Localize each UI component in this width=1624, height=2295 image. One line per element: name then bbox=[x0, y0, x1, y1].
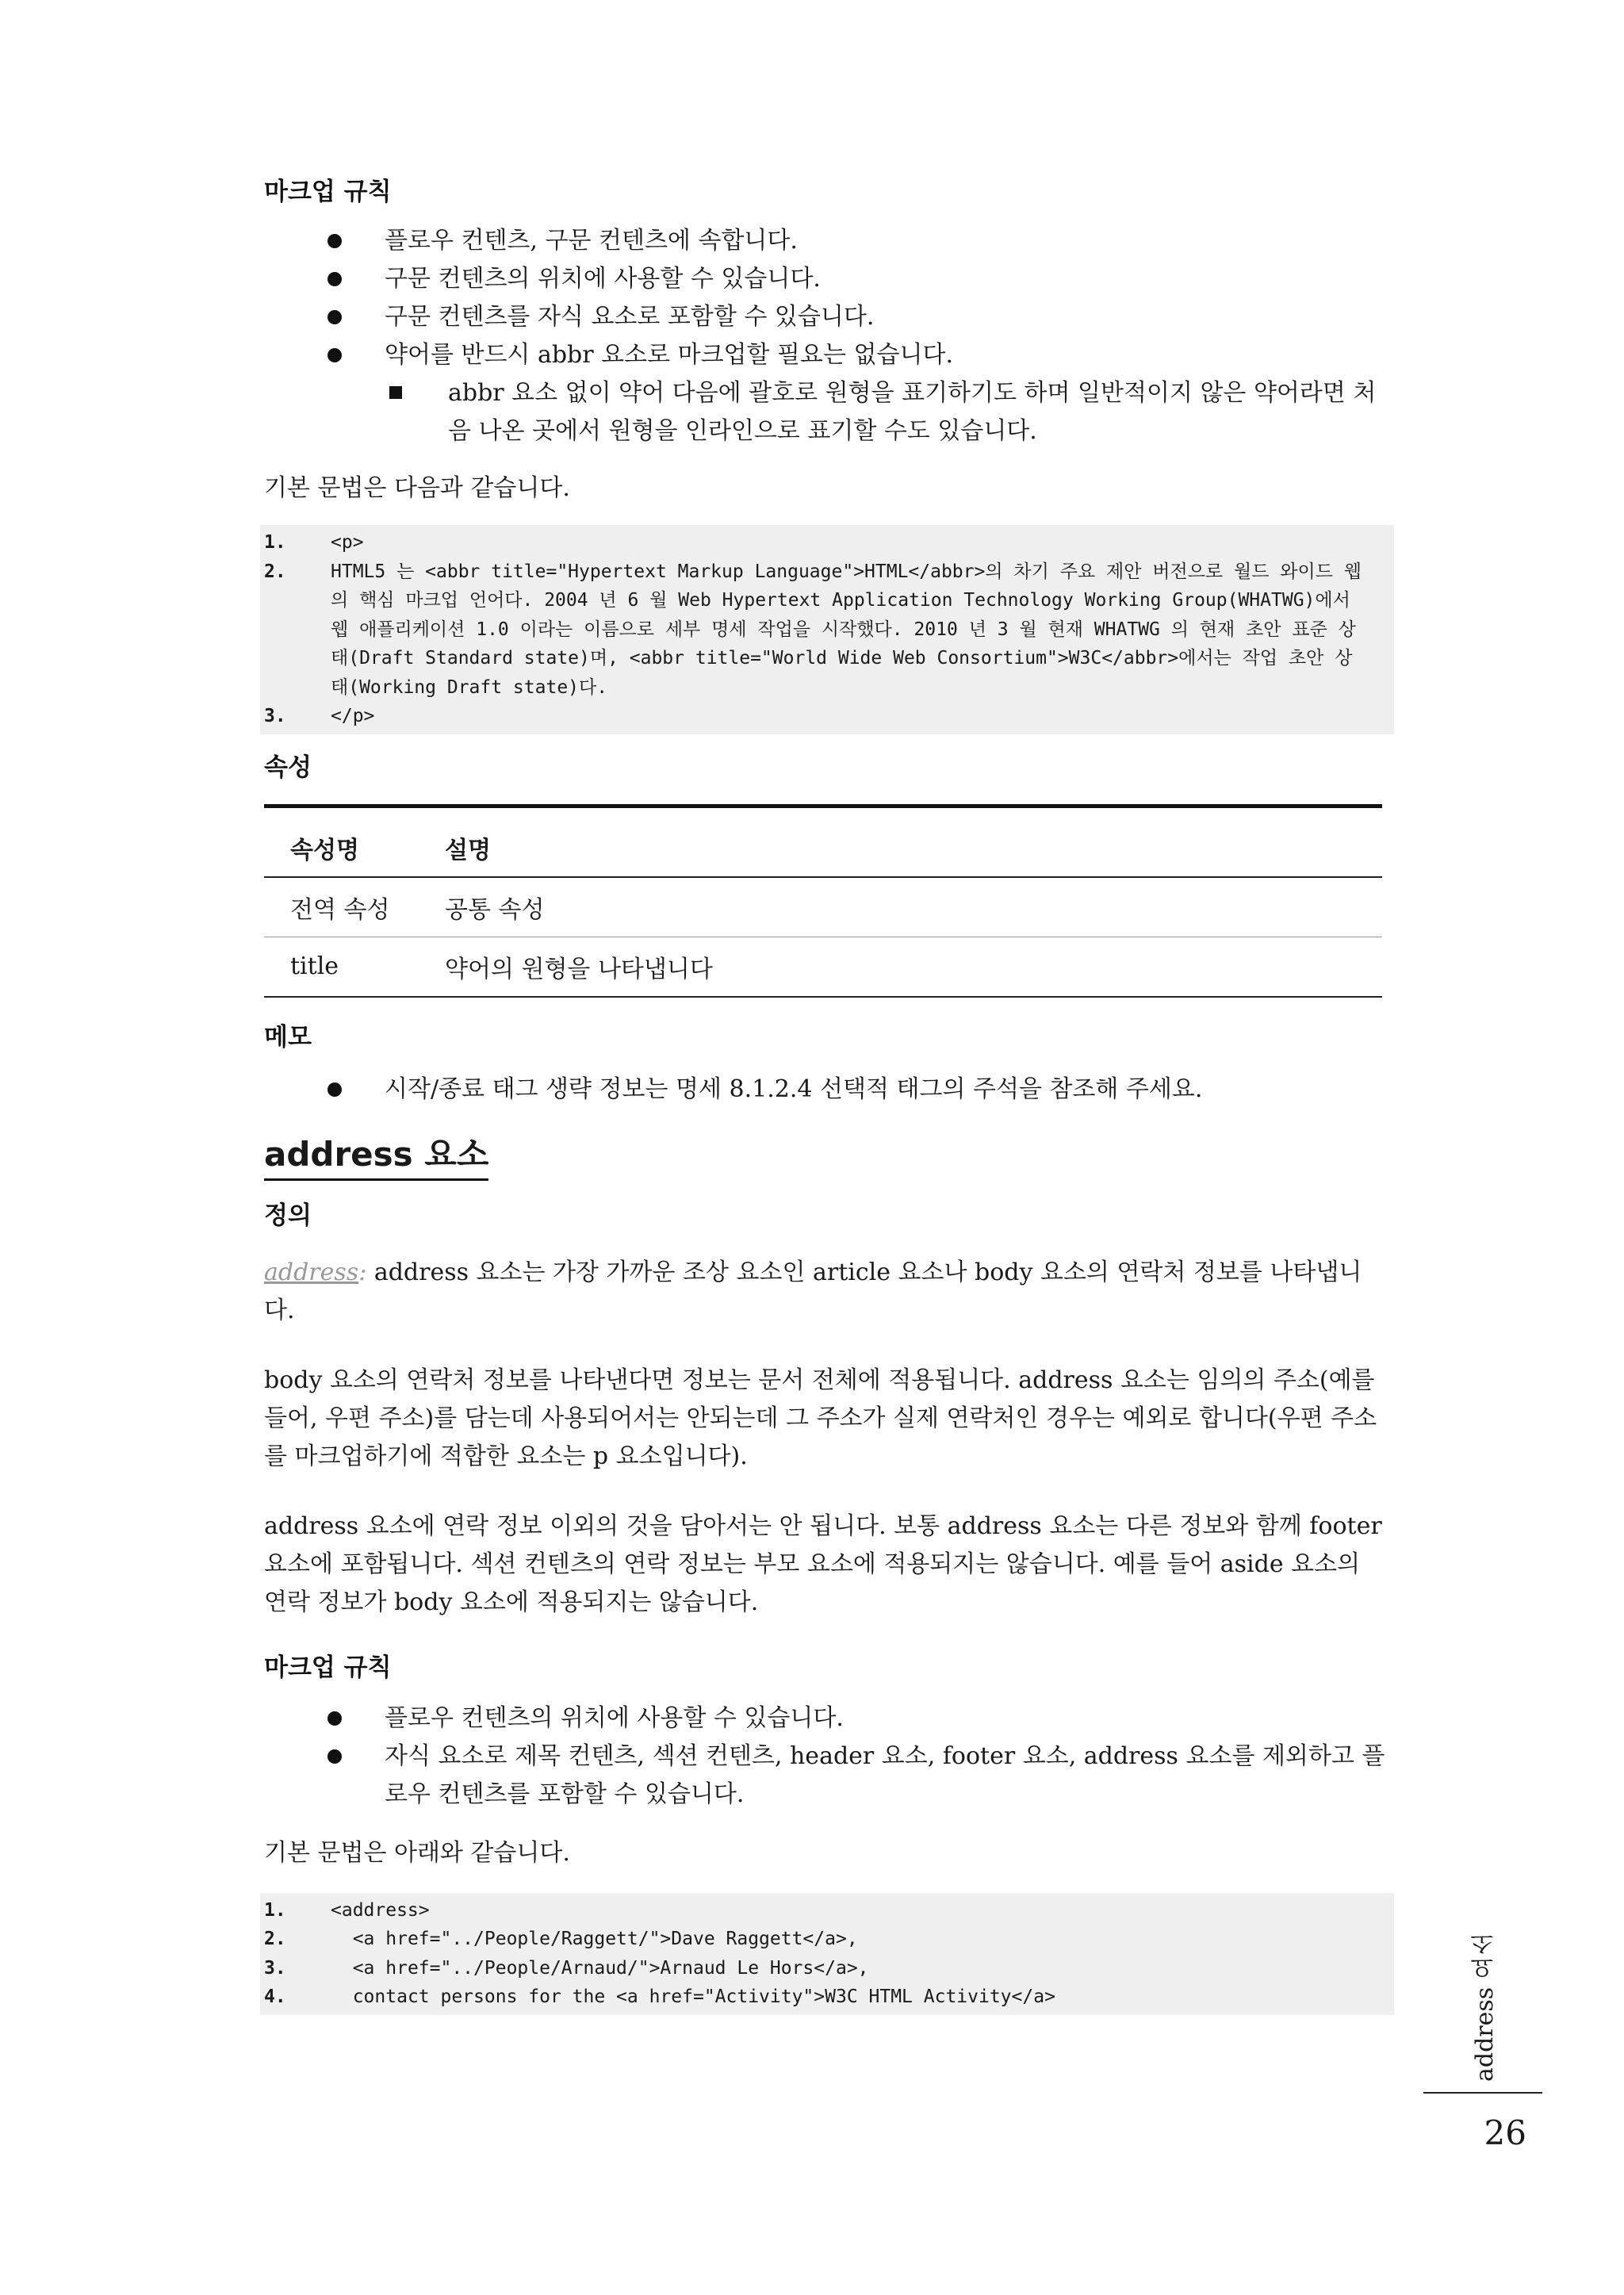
table-cell: title bbox=[290, 952, 339, 980]
definition-link[interactable]: address bbox=[264, 1258, 359, 1286]
syntax-intro: 기본 문법은 다음과 같습니다. bbox=[264, 474, 570, 502]
table-header-row bbox=[264, 806, 1382, 877]
list-item: 구문 컨텐츠의 위치에 사용할 수 있습니다. bbox=[327, 260, 1390, 298]
list-item: 자식 요소로 제목 컨텐츠, 섹션 컨텐츠, header 요소, footer 요소, address 요소를 제외하고 플로우 컨텐츠를 포함할 수 있습니다. bbox=[327, 1738, 1390, 1814]
attributes-table bbox=[264, 804, 1382, 998]
code-line: 1. <p> bbox=[264, 532, 364, 553]
square-bullet-icon bbox=[389, 386, 402, 399]
syntax-intro: 기본 문법은 아래와 같습니다. bbox=[264, 1838, 570, 1867]
attributes-heading: 속성 bbox=[264, 753, 312, 782]
page-number-rule bbox=[1423, 2092, 1542, 2094]
page-content bbox=[264, 174, 1390, 2015]
bullet-icon bbox=[327, 1711, 342, 1726]
column-header: 속성명 bbox=[290, 836, 359, 864]
definition-paragraph: address: address 요소는 가장 가까운 조상 요소인 article 요소나 body 요소의 연락처 정보를 나타냅니다. bbox=[264, 1258, 1362, 1324]
bullet-icon bbox=[327, 1082, 342, 1097]
side-tab-label: address 요소 bbox=[1471, 1932, 1499, 2082]
section-title: address 요소 bbox=[264, 1132, 488, 1181]
sub-list-item: abbr 요소 없이 약어 다음에 괄호로 원형을 표기하기도 하며 일반적이지 않은 약어라면 처음 나온 곳에서 원형을 인라인으로 표기할 수도 있습니다. bbox=[385, 374, 1390, 450]
code-line: 4. contact persons for the <a href="Activity">W3C HTML Activity</a> bbox=[264, 1987, 1055, 2007]
bullet-icon bbox=[327, 1749, 342, 1764]
list-item: 시작/종료 태그 생략 정보는 명세 8.1.2.4 선택적 태그의 주석을 참조해 주세요. bbox=[327, 1071, 1390, 1109]
markup-rules-list bbox=[264, 222, 1390, 450]
list-item: 약어를 반드시 abbr 요소로 마크업할 필요는 없습니다. abbr 요소 없이 약어 다음에 괄호로 원형을 표기하기도 하며 일반적이지 않은 약어라면 처음 나온 곳에서 원형을 인라인으로 표기할 수도 있습니다. bbox=[327, 336, 1390, 450]
markup-rules-heading: 마크업 규칙 bbox=[264, 178, 392, 206]
code-line: 2. <a href="../People/Raggett/">Dave Raggett</a>, bbox=[264, 1929, 858, 1949]
sub-list bbox=[385, 374, 1390, 450]
list-item: 플로우 컨텐츠의 위치에 사용할 수 있습니다. bbox=[327, 1699, 1390, 1738]
table-cell: 전역 속성 bbox=[290, 895, 390, 924]
markup-rules-list bbox=[264, 1699, 1390, 1814]
bullet-icon bbox=[327, 310, 342, 324]
table-cell: 약어의 원형을 나타냅니다 bbox=[445, 955, 713, 983]
list-item: 플로우 컨텐츠, 구문 컨텐츠에 속합니다. bbox=[327, 222, 1390, 260]
memo-list bbox=[264, 1071, 1390, 1109]
markup-rules-heading: 마크업 규칙 bbox=[264, 1653, 392, 1682]
list-item: 구문 컨텐츠를 자식 요소로 포함할 수 있습니다. bbox=[327, 298, 1390, 336]
code-line: 3. </p> bbox=[264, 706, 375, 726]
table-cell: 공통 속성 bbox=[445, 895, 545, 924]
code-block bbox=[260, 525, 1394, 734]
column-header: 설명 bbox=[445, 836, 491, 864]
code-line: 2. HTML5 는 <abbr title="Hypertext Markup Language">HTML</abbr>의 차기 주요 제안 버전으로 월드 와이드 웹의 핵심 마크업 언어다. 2004 년 6 월 Web Hypertext Application Technology Working Group(WHATWG)에서 웹 애플리케이션 1.0 이라는 이름으로 세부 명세 작업을 시작했다. 2010 년 3 월 현재 WHATWG 의 현재 초안 표준 상태(Draft Standard state)며, <abbr title="World Wide Web Consortium">W3C</abbr>에서는 작업 초안 상태(Working Draft state)다. bbox=[264, 561, 1362, 698]
bullet-icon bbox=[327, 234, 342, 248]
table-row bbox=[264, 877, 1382, 937]
table-row bbox=[264, 937, 1382, 997]
bullet-icon bbox=[327, 348, 342, 362]
memo-heading: 메모 bbox=[264, 1022, 312, 1052]
definition-heading: 정의 bbox=[264, 1201, 312, 1230]
side-tab bbox=[1423, 1923, 1534, 2082]
bullet-icon bbox=[327, 272, 342, 286]
code-block bbox=[260, 1893, 1394, 2015]
body-paragraph: address 요소에 연락 정보 이외의 것을 담아서는 안 됩니다. 보통 address 요소는 다른 정보와 함께 footer 요소에 포함됩니다. 섹션 컨텐츠의 연락 정보는 부모 요소에 적용되지는 않습니다. 예를 들어 aside 요소의 연락 정보가 body 요소에 적용되지는 않습니다. bbox=[264, 1511, 1382, 1616]
code-line: 1. <address> bbox=[264, 1899, 430, 1921]
code-line: 3. <a href="../People/Arnaud/">Arnaud Le Hors</a>, bbox=[264, 1957, 869, 1979]
body-paragraph: body 요소의 연락처 정보를 나타낸다면 정보는 문서 전체에 적용됩니다. address 요소는 임의의 주소(예를 들어, 우편 주소)를 담는데 사용되어서는 안되는데 그 주소가 실제 연락처인 경우는 예외로 합니다(우편 주소를 마크업하기에 적합한 요소는 p 요소입니다). bbox=[264, 1366, 1377, 1470]
page-number: 26 bbox=[1484, 2113, 1526, 2152]
